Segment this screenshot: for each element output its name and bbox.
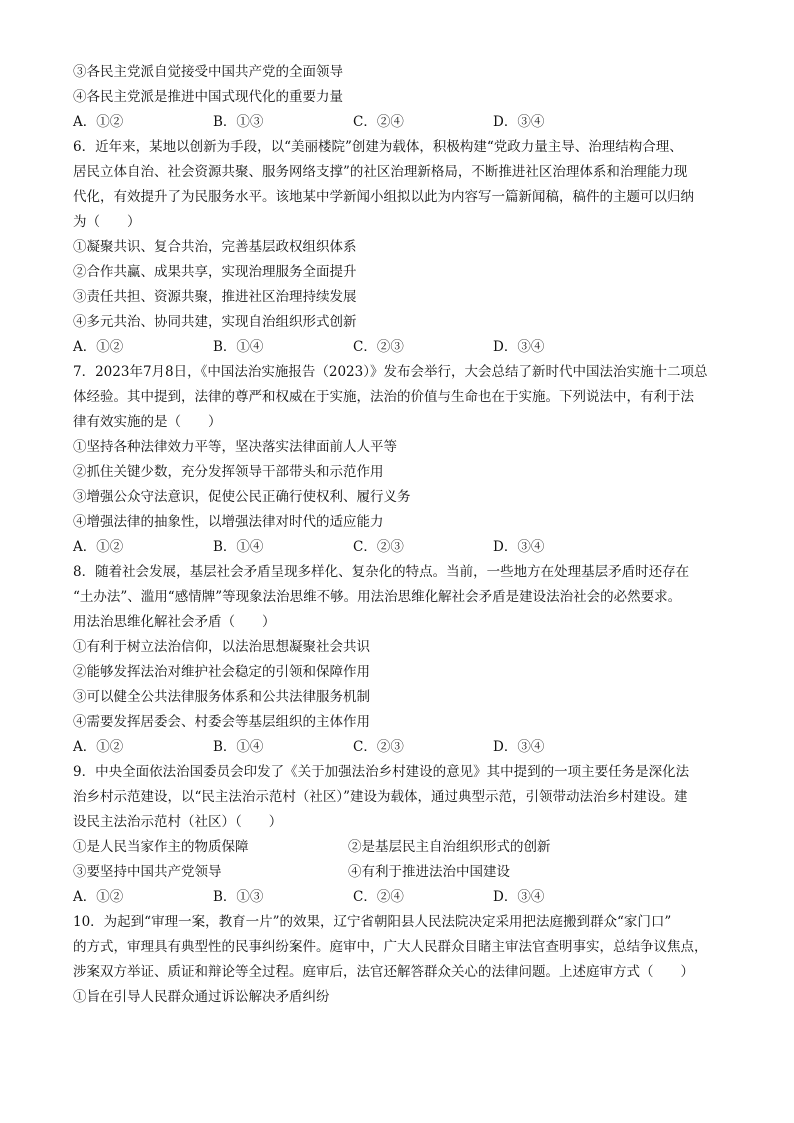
- question-9-line-2: 治乡村示范建设，以“民主法治示范村（社区）”建设为载体，通过典型示范，引领带动法治乡村建设。建: [73, 789, 688, 805]
- question-6-line-1: 6．近年来，某地以创新为手段，以“美丽楼院”创建为载体，积极构建“党政力量主导、治理结构合理、: [73, 139, 683, 155]
- option-d: D．③④: [493, 739, 545, 755]
- question-10-line-2: 的方式，审理具有典型性的民事纠纷案件。庭审中，广大人民群众目睹主审法官查明事实，总结争议焦点，: [73, 939, 708, 955]
- option-b: B．①③: [213, 114, 264, 130]
- option-d: D．③④: [493, 889, 545, 905]
- question-7-item-3: ③增强公众守法意识，促使公民正确行使权利、履行义务: [73, 489, 411, 505]
- option-c: C．②③: [353, 539, 404, 555]
- question-8-line-3: 用法治思维化解社会矛盾（ ）: [73, 614, 276, 630]
- question-9-item-4: ④有利于推进法治中国建设: [348, 864, 510, 880]
- question-6-item-4: ④多元共治、协同共建，实现自治组织形式创新: [73, 314, 357, 330]
- question-9-item-1: ①是人民当家作主的物质保障: [73, 839, 249, 855]
- question-10-item-1: ①旨在引导人民群众通过诉讼解决矛盾纠纷: [73, 989, 330, 1005]
- question-7-line-3: 律有效实施的是（ ）: [73, 414, 222, 430]
- question-7-options: [73, 535, 733, 560]
- document-page: [73, 60, 733, 1010]
- question-8-line-1: 8．随着社会发展，基层社会矛盾呈现多样化、复杂化的特点。当前，一些地方在处理基层矛盾时还存在: [73, 564, 690, 580]
- question-8-item-4: ④需要发挥居委会、村委会等基层组织的主体作用: [73, 714, 370, 730]
- question-10-line-1: 10．为起到“审理一案，教育一片”的效果，辽宁省朝阳县人民法院决定采用把法庭搬到群众“家门口”: [73, 914, 672, 930]
- question-7-line-2: 体经验。其中提到，法律的尊严和权威在于实施，法治的价值与生命也在于实施。下列说法中，有利于法: [73, 389, 694, 405]
- option-c: C．②③: [353, 739, 404, 755]
- option-a: A．①②: [73, 114, 124, 130]
- question-6-item-3: ③责任共担、资源共聚，推进社区治理持续发展: [73, 289, 357, 305]
- option-d: D．③④: [493, 114, 545, 130]
- question-9-items-row-1: [73, 835, 733, 860]
- question-6-line-2: 居民立体自治、社会资源共聚、服务网络支撑”的社区治理新格局，不断推进社区治理体系和治理能力现: [73, 164, 688, 180]
- question-8-item-2: ②能够发挥法治对维护社会稳定的引领和保障作用: [73, 664, 370, 680]
- question-8-options: [73, 735, 733, 760]
- question-6: [73, 135, 733, 360]
- question-9: [73, 760, 733, 910]
- question-8: [73, 560, 733, 760]
- prev-item-4: ④各民主党派是推进中国式现代化的重要力量: [73, 89, 343, 105]
- option-a: A．①②: [73, 539, 124, 555]
- question-9-line-1: 9．中央全面依法治国委员会印发了《关于加强法治乡村建设的意见》其中提到的一项主要任务是深化法: [73, 764, 690, 780]
- option-a: A．①②: [73, 889, 124, 905]
- question-8-item-3: ③可以健全公共法律服务体系和公共法律服务机制: [73, 689, 370, 705]
- option-b: B．①④: [213, 539, 264, 555]
- prev-options: [73, 110, 733, 135]
- option-b: B．①④: [213, 339, 264, 355]
- question-7-item-4: ④增强法律的抽象性，以增强法律对时代的适应能力: [73, 514, 384, 530]
- question-9-item-3: ③要坚持中国共产党领导: [73, 864, 222, 880]
- question-7-item-2: ②抓住关键少数，充分发挥领导干部带头和示范作用: [73, 464, 384, 480]
- option-b: B．①③: [213, 889, 264, 905]
- question-7: [73, 360, 733, 560]
- question-8-item-1: ①有利于树立法治信仰，以法治思想凝聚社会共识: [73, 639, 370, 655]
- option-a: A．①②: [73, 739, 124, 755]
- question-6-options: [73, 335, 733, 360]
- question-10: [73, 910, 733, 1010]
- question-6-item-1: ①凝聚共识、复合共治，完善基层政权组织体系: [73, 239, 357, 255]
- question-8-line-2: “土办法”、滥用“感情牌”等现象法治思维不够。用法治思维化解社会矛盾是建设法治社会的必然要求。: [73, 589, 682, 605]
- question-6-item-2: ②合作共赢、成果共享，实现治理服务全面提升: [73, 264, 357, 280]
- option-c: C．②④: [353, 114, 404, 130]
- option-a: A．①②: [73, 339, 124, 355]
- question-10-line-3: 涉案双方举证、质证和辩论等全过程。庭审后，法官还解答群众关心的法律问题。上述庭审方式（ ）: [73, 964, 694, 980]
- option-d: D．③④: [493, 339, 545, 355]
- question-9-options: [73, 885, 733, 910]
- option-c: C．②③: [353, 339, 404, 355]
- option-d: D．③④: [493, 539, 545, 555]
- question-9-line-3: 设民主法治示范村（社区）（ ）: [73, 814, 283, 830]
- question-6-line-3: 代化，有效提升了为民服务水平。该地某中学新闻小组拟以此为内容写一篇新闻稿，稿件的主题可以归纳: [73, 189, 694, 205]
- prev-item-3: ③各民主党派自觉接受中国共产党的全面领导: [73, 64, 343, 80]
- option-b: B．①④: [213, 739, 264, 755]
- question-7-item-1: ①坚持各种法律效力平等，坚决落实法律面前人人平等: [73, 439, 397, 455]
- question-7-line-1: 7．2023年7月8日，《中国法治实施报告（2023）》发布会举行，大会总结了新时代中国法治实施十二项总: [73, 364, 708, 380]
- question-9-items-row-2: [73, 860, 733, 885]
- question-9-item-2: ②是基层民主自治组织形式的创新: [348, 839, 551, 855]
- question-6-line-4: 为（ ）: [73, 214, 141, 230]
- option-c: C．②④: [353, 889, 404, 905]
